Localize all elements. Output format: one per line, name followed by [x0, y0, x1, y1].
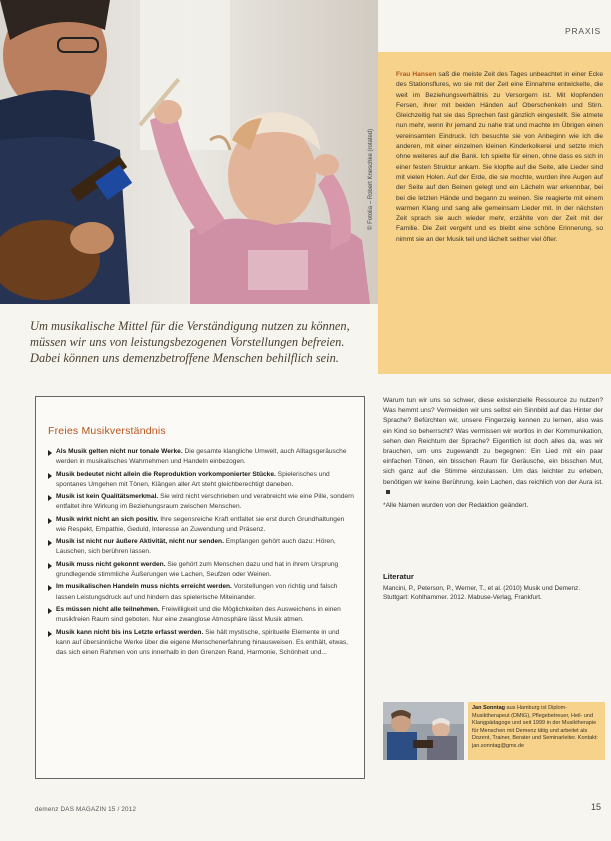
literature-section: [383, 572, 603, 602]
author-bio: [468, 702, 605, 760]
info-box-list: [36, 447, 364, 658]
list-item: Musik ist kein Qualitätsmerkmal. Sie wird nicht verschrieben und verabreicht wie eine Pille, sondern entfaltet ihre Wirkung im Beziehungsraum zwischen Menschen.: [48, 492, 354, 512]
story-text: saß die meiste Zeit des Tages unbeachtet in einer Ecke des Stationsflures, wo sie mit der Zeit eine Einnahme entwickelte, die weit im Beziehungsverhältnis zu Versorgern ist. Mit klopfenden Fersen, ihrer mit beiden Händen auf Oberschenkeln und Stirn. Gleichzeitig hat sie das Sprechen fast gänzlich eingestellt. Sie atmete nun mehr, wenn ihr jemand zu nahe trat und machte im Übrigen einen vereinsamten Eindruck. Ich besuchte sie von Anbeginn wie ich die anderen, mit einer einzelnen kleinen Kinderkolkerei und setzte mich ohne weiteres auf die Bank. Ich spielte für einen, ohne dass es sich in einer festen Struktur ankam. Sie klopfte auf die Seite, alle Lieder sind mit vielen Holen. Auf der Erde, die sie mochte, wurden ihre Augen auf der Seite auf den Beinen gelegt und ein Lächeln war erkennbar, bei bei die letzten Hände und begann zu weinen. Sie reagierte mit einem warmen Klang und sang alle gemeinsam Lieder mit. In der nächsten Zeit sprach sie auch wieder mehr, erzählte von der Zeit mit der Familie. Die Zeit vergeht und es bleibt eine schöne Erinnerung, so nimmt sie an der Musik teil und lächelt seither viel öfter.: [396, 71, 603, 243]
story-lead-name: Frau Hansen: [396, 71, 437, 78]
end-mark-icon: [386, 490, 390, 494]
list-item: Musik muss nicht gekonnt werden. Sie gehört zum Menschen dazu und hat in ihrem Ursprung grundlegende stimmliche Äußerungen wie Lachen, Seufzen oder Weinen.: [48, 560, 354, 580]
author-photo: [383, 702, 464, 760]
photo-musician-elderly-woman-icon: [0, 0, 378, 304]
literature-heading: Literatur: [383, 572, 414, 581]
section-label: PRAXIS: [565, 26, 601, 36]
author-bio-text: aus Hamburg ist Diplom-Musiktherapeut (DMtG), Pflegebetreuer, Heil- und Klangpädagoge und seit 1999 in der Musiktherapie für Menschen mit Demenz tätig und arbeitet als Dozent, Trainer, Berater und Seminarleiter.: [472, 705, 597, 742]
page-number: 15: [590, 802, 601, 812]
list-item: Musik bedeutet nicht allein die Reproduktion vorkomponierter Stücke. Spielerisches und spontanes Umgehen mit Tönen, Klängen aller Art steht gleichberechtigt daneben.: [48, 470, 354, 490]
article-column: [383, 396, 603, 514]
story-paragraph: [378, 52, 611, 245]
author-photo-icon: [383, 702, 464, 760]
literature-text: Mancini, P., Peterson, P., Werner, T., et al. (2010) Musik und Demenz. Stuttgart: Kohlhammer. 2012. Mabuse-Verlag, Frankfurt.: [383, 585, 581, 601]
name-note: *Alle Namen wurden von der Redaktion geändert.: [383, 502, 529, 510]
author-contact: Kontakt: jan.sonntag@gmx.de: [472, 735, 598, 749]
article-paragraph: Warum tun wir uns so schwer, diese existenzielle Ressource zu nutzen? Was hemmt uns? Vermeiden wir uns selbst ein Sinnbild auf das Hinter der Sprache? Befürchten wir, unsere Fingerzeig kennen zu lernen, also was ein Kind so beherrscht? Was vermissen wir wortlos in der Kommunikation, sehen den Reichtum der Sprache? Eigentlich ist doch alles da, was wir brauchen, um uns zugewandt zu begegnen: Ein Lied mit ein paar einfachen Tönen, ein bisschen Raum für Geräusche, ein bisschen Mut, sich ganz auf die Stimme einzulassen. Um das leichter zu erleben, benötigen wir keine Berührung, kein Lachen, das reichlich von der Aura ist.: [383, 396, 603, 498]
info-box-title: Freies Musikverständnis: [48, 425, 166, 437]
author-name: Jan Sonntag: [472, 705, 506, 711]
list-item: Es müssen nicht alle teilnehmen. Freiwilligkeit und die Möglichkeiten des Ausweichens in einen musikfreien Raum sind geboten. Nur eine zwanglose Atmosphäre lässt Musik atmen.: [48, 605, 354, 625]
article-photo: [0, 0, 378, 304]
footer-publication: demenz DAS MAGAZIN 15 / 2012: [35, 806, 137, 813]
list-item: Musik wirkt nicht an sich positiv. Ihre segensreiche Kraft entfaltet sie erst durch Grundhaltungen wie Respekt, Empathie, Geduld, Interesse an Zuwendung und Präsenz.: [48, 515, 354, 535]
list-item: Im musikalischen Handeln muss nichts erreicht werden. Vorstellungen von richtig und falsch lassen Leistungsdruck auf und hindern das spielerische Miteinander.: [48, 582, 354, 602]
list-item: Musik ist nicht nur äußere Aktivität, nicht nur senden. Empfangen gehört auch dazu: Hören, Lauschen, sich berühren lassen.: [48, 537, 354, 557]
list-item: Musik kann nicht bis ins Letzte erfasst werden. Sie hält mystische, spirituelle Elemente in und kann auf übersinnliche Werke über die eigene Menschenerfahrung hinausweisen. Es enthält, etwas, das sich einen Rahmen von uns innerhalb in den Grenzen Rand, Harmonie, Schönheit und...: [48, 628, 354, 658]
info-box: [35, 396, 365, 779]
story-sidebar: [378, 52, 611, 374]
list-item: Als Musik gelten nicht nur tonale Werke. Die gesamte klangliche Umwelt, auch Alltagsgeräusche werden in musikalisches Wahrnehmen und Handeln einbezogen.: [48, 447, 354, 467]
photo-caption: Um musikalische Mittel für die Verständigung nutzen zu können, müssen wir uns von leistungsbezogenen Vorstellungen befreien. Dabei können uns demenzbetroffene Menschen behilflich sein.: [30, 319, 350, 366]
photo-credit: © Fotolia – Robert Kneschke (rotated): [368, 128, 374, 230]
